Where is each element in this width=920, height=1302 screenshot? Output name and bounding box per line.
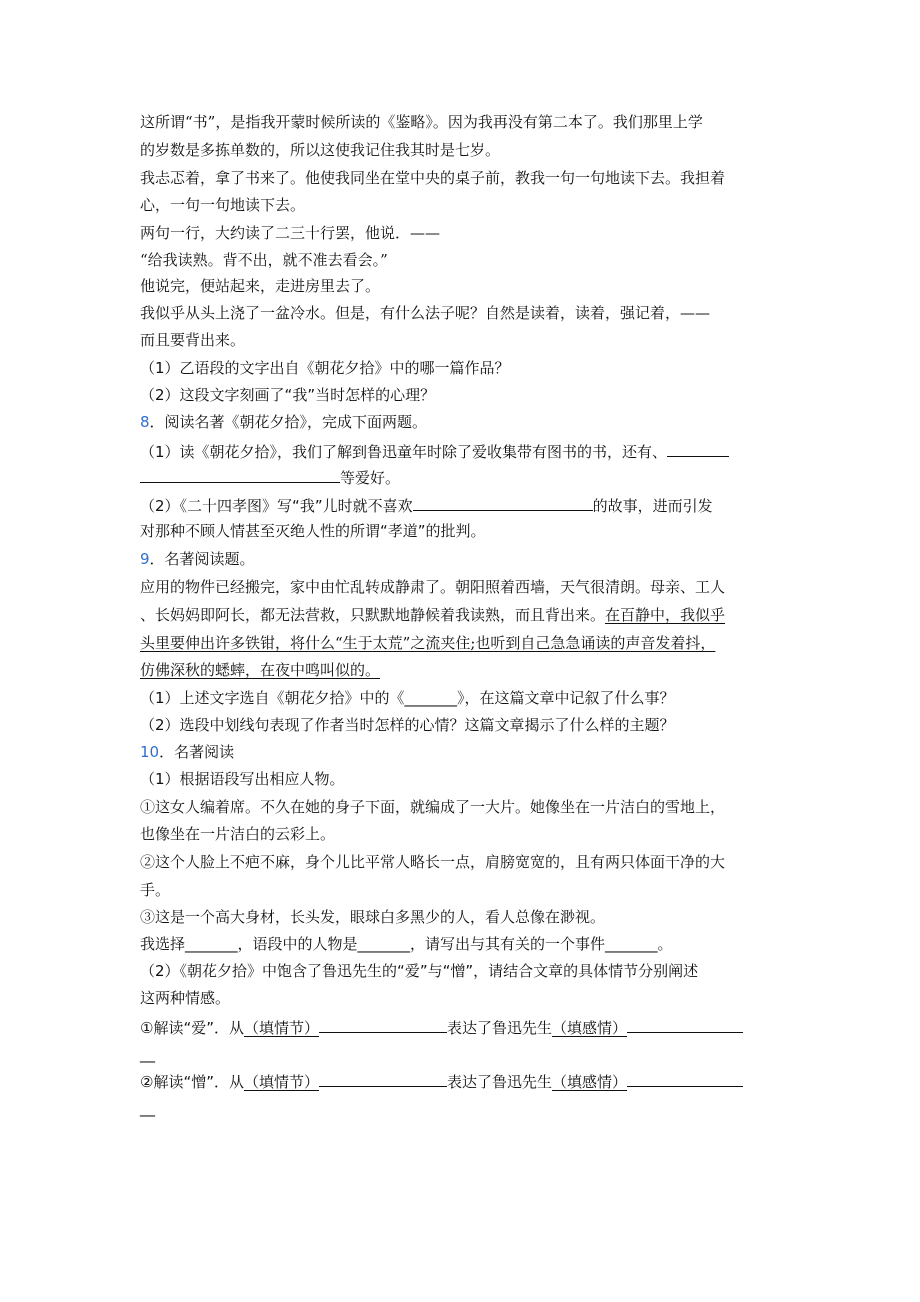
question-text: 表达了鲁迅先生 bbox=[447, 1073, 553, 1091]
underlined-sentence: 仿佛深秋的蟋蟀，在夜中鸣叫似的。 bbox=[140, 661, 381, 679]
question-number: 8 bbox=[140, 413, 150, 431]
question-10-sub2-cont: 这两种情感。 bbox=[140, 989, 231, 1007]
question-a1: （1）乙语段的文字出自《朝花夕拾》中的哪一篇作品？ bbox=[140, 359, 510, 377]
underlined-sentence: 在百静中，我似乎 bbox=[605, 606, 726, 624]
question-text: （1）读《朝花夕拾》，我们了解到鲁迅童年时除了爱收集带有图书的书，还有、 bbox=[140, 443, 668, 461]
character-clue: 也像坐在一片洁白的云彩上。 bbox=[140, 825, 336, 843]
question-8-sub1 bbox=[140, 440, 729, 463]
question-10-title bbox=[140, 741, 234, 763]
question-8-sub2 bbox=[140, 494, 713, 517]
question-text: （2）《二十四孝图》写“我”儿时就不喜欢 bbox=[140, 497, 413, 515]
passage-line: 而且要背出来。 bbox=[140, 331, 246, 349]
character-clue: ②这个人脸上不疤不麻，身个儿比平常人略长一点，肩膀宽宽的，且有两只体面干净的大 bbox=[140, 853, 726, 871]
question-text: ②解读“憎”．从 bbox=[140, 1073, 244, 1091]
answer-blank[interactable] bbox=[319, 1016, 447, 1033]
fill-hint: （填情节） bbox=[244, 1073, 320, 1091]
question-text: 等爱好。 bbox=[340, 469, 401, 487]
question-title: ．名著阅读题。 bbox=[149, 550, 255, 568]
question-8-title bbox=[140, 411, 427, 433]
answer-blank-tail[interactable]: __ bbox=[140, 1099, 155, 1117]
answer-line[interactable]: 我选择_______，语段中的人物是_______，请写出与其有关的一个事件_______。 bbox=[140, 935, 673, 953]
passage-line: 他说完，便站起来，走进房里去了。 bbox=[140, 277, 381, 295]
fill-hint: （填感情） bbox=[552, 1019, 628, 1037]
question-9-sub1: （1）上述文字选自《朝花夕拾》中的《_______》，在这篇文章中记叙了什么事？ bbox=[140, 689, 675, 707]
answer-blank[interactable] bbox=[627, 1016, 743, 1033]
character-clue: 手。 bbox=[140, 881, 171, 899]
question-a2: （2）这段文字刻画了“我”当时怎样的心理？ bbox=[140, 386, 436, 404]
love-answer-line bbox=[140, 1016, 743, 1039]
passage-line: 这所谓“书”，是指我开蒙时候所读的《鉴略》。因为我再没有第二本了。我们那里上学 bbox=[140, 113, 703, 131]
question-9-title bbox=[140, 548, 255, 570]
question-title: ．名著阅读 bbox=[159, 743, 235, 761]
fill-hint: （填情节） bbox=[244, 1019, 320, 1037]
question-text: 表达了鲁迅先生 bbox=[447, 1019, 553, 1037]
question-text: 的故事，进而引发 bbox=[592, 497, 713, 515]
character-clue: ①这女人编着席。不久在她的身子下面，就编成了一大片。她像坐在一片洁白的雪地上， bbox=[140, 798, 726, 816]
passage-line: “给我读熟。背不出，就不准去看会。” bbox=[140, 251, 388, 269]
answer-blank[interactable] bbox=[140, 466, 340, 483]
question-title: ．阅读名著《朝花夕拾》，完成下面两题。 bbox=[149, 413, 428, 431]
underlined-sentence: 头里要伸出许多铁钳，将什么“生于太荒”之流夹住;也听到自己急急诵读的声音发着抖， bbox=[140, 634, 716, 652]
answer-blank[interactable] bbox=[627, 1070, 743, 1087]
hate-answer-line bbox=[140, 1070, 743, 1093]
question-10-sub1: （1）根据语段写出相应人物。 bbox=[140, 770, 345, 788]
question-10-sub2: （2）《朝花夕拾》中饱含了鲁迅先生的“爱”与“憎”，请结合文章的具体情节分别阐述 bbox=[140, 962, 699, 980]
answer-blank[interactable] bbox=[413, 494, 593, 511]
answer-blank[interactable] bbox=[667, 440, 729, 457]
passage-line bbox=[140, 604, 725, 626]
question-9-sub2: （2）选段中划线句表现了作者当时怎样的心情？这篇文章揭示了什么样的主题？ bbox=[140, 716, 675, 734]
answer-blank-tail[interactable]: __ bbox=[140, 1045, 155, 1063]
answer-blank[interactable] bbox=[319, 1070, 447, 1087]
passage-text: 、长妈妈即阿长，都无法营救，只默默地静候着我读熟，而且背出来。 bbox=[140, 606, 606, 624]
question-number: 9 bbox=[140, 550, 150, 568]
question-8-sub1-cont bbox=[140, 466, 400, 489]
passage-line: 的岁数是多拣单数的，所以这使我记住我其时是七岁。 bbox=[140, 141, 501, 159]
passage-line: 应用的物件已经搬完，家中由忙乱转成静肃了。朝阳照着西墙，天气很清朗。母亲、工人 bbox=[140, 578, 726, 596]
fill-hint: （填感情） bbox=[552, 1073, 628, 1091]
question-text: ①解读“爱”．从 bbox=[140, 1019, 244, 1037]
passage-line: 心，一句一句地读下去。 bbox=[140, 196, 306, 214]
question-number: 10 bbox=[140, 743, 160, 761]
passage-line: 我似乎从头上浇了一盆冷水。但是，有什么法子呢？自然是读着，读着，强记着，—— bbox=[140, 304, 711, 322]
question-8-sub2-cont: 对那种不顾人情甚至灭绝人性的所谓“孝道”的批判。 bbox=[140, 522, 486, 540]
passage-line: 两句一行，大约读了二三十行罢，他说．—— bbox=[140, 224, 441, 242]
character-clue: ③这是一个高大身材，长头发，眼球白多黑少的人，看人总像在渺视。 bbox=[140, 908, 606, 926]
passage-line: 我忐忑着，拿了书来了。他使我同坐在堂中央的桌子前，教我一句一句地读下去。我担着 bbox=[140, 169, 726, 187]
